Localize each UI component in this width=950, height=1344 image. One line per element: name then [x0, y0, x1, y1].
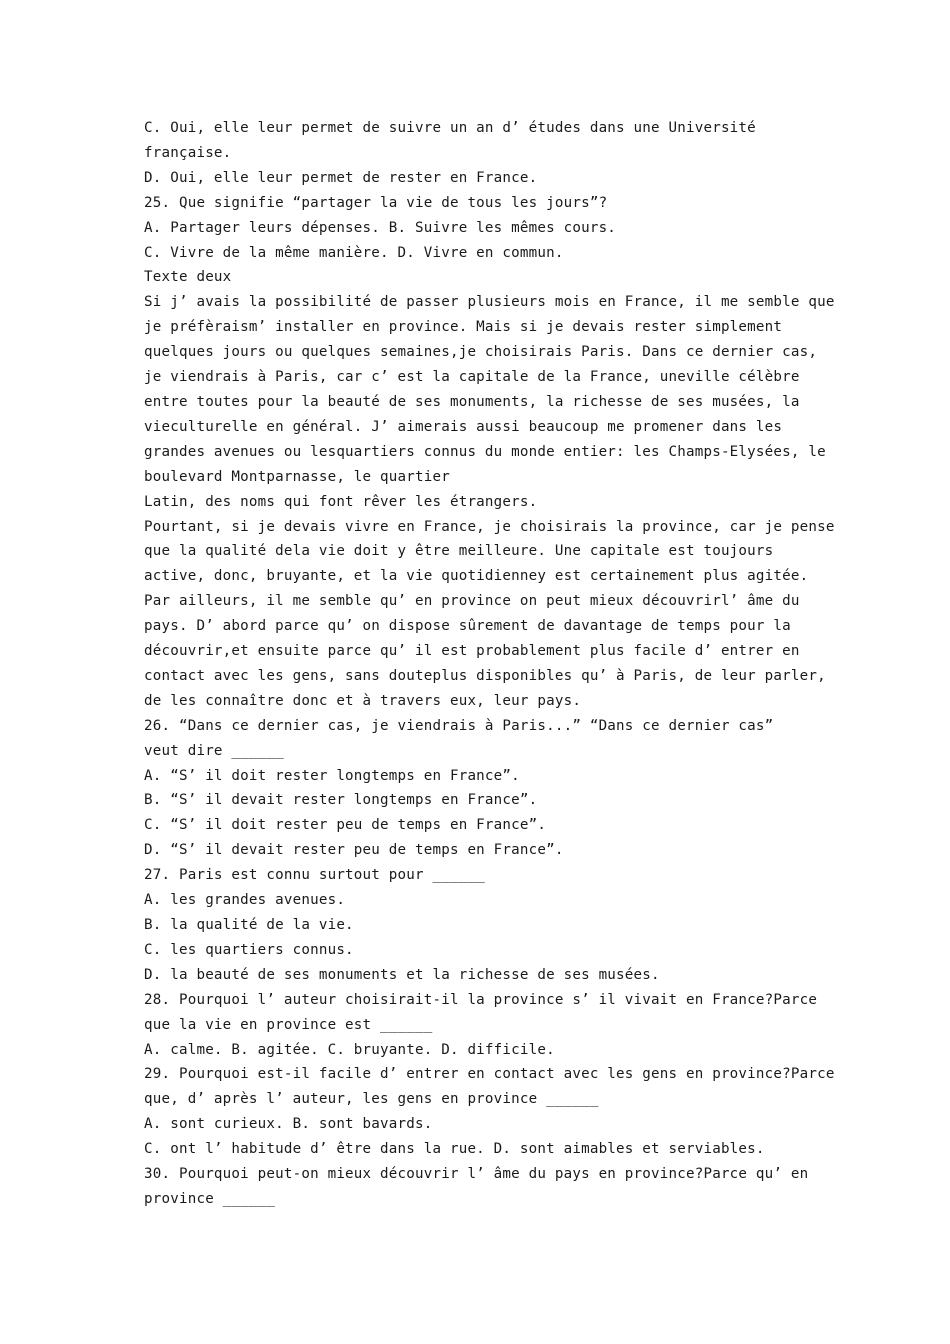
answer-option: C. ont l’ habitude d’ être dans la rue. D. sont aimables et serviables.: [144, 1141, 765, 1158]
passage-line: quelques jours ou quelques semaines,je choisirais Paris. Dans ce dernier cas,: [144, 344, 818, 361]
passage-line: je préfèraism’ installer en province. Mais si je devais rester simplement: [144, 319, 783, 336]
section-heading: Texte deux: [144, 269, 232, 286]
question-25: 25. Que signifie “partager la vie de tous les jours”?: [144, 194, 608, 211]
text-line: C. Vivre de la même manière. D. Vivre en commun.: [144, 244, 564, 261]
answer-option: B. “S’ il devait rester longtemps en France”.: [144, 792, 538, 809]
answer-option: C. “S’ il doit rester peu de temps en France”.: [144, 817, 547, 834]
passage-line: Par ailleurs, il me semble qu’ en province on peut mieux découvrirl’ âme du: [144, 593, 800, 610]
answer-option: A. “S’ il doit rester longtemps en France”.: [144, 767, 520, 784]
question-26: 26. “Dans ce dernier cas, je viendrais à Paris...” “Dans ce dernier cas”: [144, 717, 774, 734]
passage-line: de les connaître donc et à travers eux, leur pays.: [144, 692, 582, 709]
question-27: 27. Paris est connu surtout pour ______: [144, 867, 485, 884]
passage-line: boulevard Montparnasse, le quartier: [144, 468, 450, 485]
text-line: A. Partager leurs dépenses. B. Suivre les mêmes cours.: [144, 219, 617, 236]
answer-option: D. “S’ il devait rester peu de temps en France”.: [144, 842, 564, 859]
question-29: 29. Pourquoi est-il facile d’ entrer en contact avec les gens en province?Parce: [144, 1066, 835, 1083]
passage-line: découvrir,et ensuite parce qu’ il est probablement plus facile d’ entrer en: [144, 643, 800, 660]
answer-option: A. les grandes avenues.: [144, 892, 346, 909]
text-line: D. Oui, elle leur permet de rester en France.: [144, 169, 538, 186]
document-page: [144, 116, 835, 1212]
answer-option: A. sont curieux. B. sont bavards.: [144, 1116, 433, 1133]
passage-line: Pourtant, si je devais vivre en France, je choisirais la province, car je pense: [144, 518, 835, 535]
answer-option: C. les quartiers connus.: [144, 941, 354, 958]
passage-line: je viendrais à Paris, car c’ est la capitale de la France, uneville célèbre: [144, 369, 800, 386]
passage-line: active, donc, bruyante, et la vie quotidienney est certainement plus agitée.: [144, 568, 809, 585]
text-line: française.: [144, 144, 232, 161]
answer-option: D. la beauté de ses monuments et la richesse de ses musées.: [144, 966, 660, 983]
text-line: veut dire ______: [144, 742, 284, 759]
text-line: que la vie en province est ______: [144, 1016, 433, 1033]
passage-line: que la qualité dela vie doit y être meilleure. Une capitale est toujours: [144, 543, 774, 560]
answer-option: A. calme. B. agitée. C. bruyante. D. difficile.: [144, 1041, 555, 1058]
passage-line: Si j’ avais la possibilité de passer plusieurs mois en France, il me semble que: [144, 294, 835, 311]
text-line: C. Oui, elle leur permet de suivre un an d’ études dans une Université: [144, 120, 756, 136]
passage-line: Latin, des noms qui font rêver les étrangers.: [144, 493, 538, 510]
passage-line: vieculturelle en général. J’ aimerais aussi beaucoup me promener dans les: [144, 418, 783, 435]
question-30: 30. Pourquoi peut-on mieux découvrir l’ âme du pays en province?Parce qu’ en: [144, 1166, 809, 1183]
passage-line: contact avec les gens, sans douteplus disponibles qu’ à Paris, de leur parler,: [144, 667, 826, 684]
passage-line: pays. D’ abord parce qu’ on dispose sûrement de davantage de temps pour la: [144, 618, 791, 635]
passage-line: entre toutes pour la beauté de ses monuments, la richesse de ses musées, la: [144, 393, 800, 410]
text-line: province ______: [144, 1190, 276, 1207]
passage-line: grandes avenues ou lesquartiers connus du monde entier: les Champs-Elysées, le: [144, 443, 826, 460]
question-28: 28. Pourquoi l’ auteur choisirait-il la province s’ il vivait en France?Parce: [144, 991, 818, 1008]
text-line: que, d’ après l’ auteur, les gens en province ______: [144, 1091, 599, 1108]
answer-option: B. la qualité de la vie.: [144, 917, 354, 933]
